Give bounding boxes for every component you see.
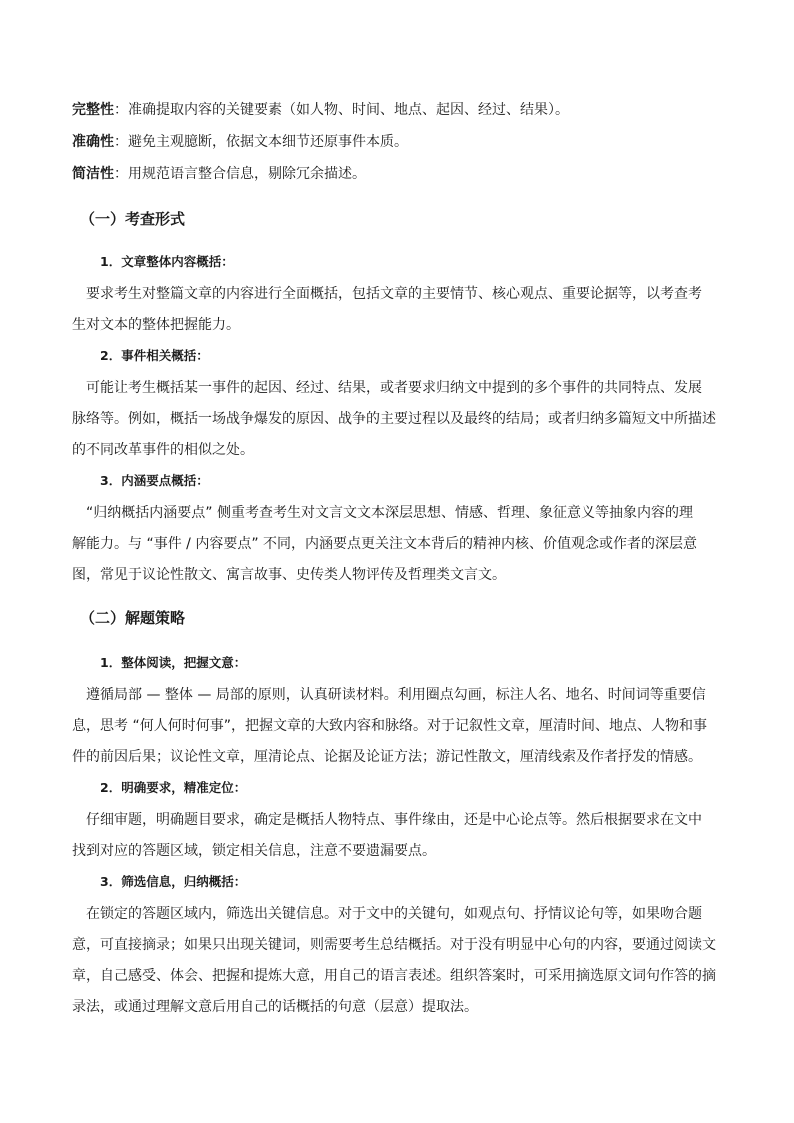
subheading-overall-summary: 1．文章整体内容概括： xyxy=(100,254,234,269)
paragraph-line: 可能让考生概括某一事件的起因、经过、结果，或者要求归纳文中提到的多个事件的共同特点、发展 xyxy=(86,380,702,396)
paragraph-line: “归纳概括内涵要点” 侧重考查考生对文言文文本深层思想、情感、哲理、象征意义等抽象内容的理 xyxy=(86,505,693,521)
subheading-filter-information: 3．筛选信息，归纳概括： xyxy=(100,874,247,889)
paragraph-line: 录法，或通过理解文意后用自己的话概括的句意（层意）提取法。 xyxy=(72,999,478,1015)
paragraph-line: 意，可直接摘录；如果只出现关键词，则需要考生总结概括。对于没有明显中心句的内容，要通过阅读文 xyxy=(72,937,716,953)
paragraph-line: 找到对应的答题区域，锁定相关信息，注意不要遗漏要点。 xyxy=(72,843,436,859)
criterion-conciseness: 简洁性：用规范语言整合信息，剔除冗余描述。 xyxy=(72,166,366,182)
paragraph-line: 遵循局部 — 整体 — 局部的原则，认真研读材料。利用圈点勾画，标注人名、地名、时间词等重要信 xyxy=(86,687,706,703)
paragraph-line: 章，自己感受、体会、把握和提炼大意，用自己的语言表述。组织答案时，可采用摘选原文词句作答的摘 xyxy=(72,968,716,984)
subheading-event-summary: 2．事件相关概括： xyxy=(100,348,209,363)
paragraph-line: 脉络等。例如，概括一场战争爆发的原因、战争的主要过程以及最终的结局；或者归纳多篇短文中所描述 xyxy=(72,411,716,427)
paragraph-line: 的不同改革事件的相似之处。 xyxy=(72,442,254,458)
paragraph-line: 件的前因后果；议论性文章，厘清论点、论据及论证方法；游记性散文，厘清线索及作者抒发的情感。 xyxy=(72,749,702,765)
paragraph-line: 在锁定的答题区域内，筛选出关键信息。对于文中的关键句，如观点句、抒情议论句等，如果吻合题 xyxy=(86,906,702,922)
subheading-overall-reading: 1．整体阅读，把握文意： xyxy=(100,655,247,670)
section-heading-exam-forms: （一）考查形式 xyxy=(80,210,186,228)
paragraph-line: 仔细审题，明确题目要求，确定是概括人物特点、事件缘由，还是中心论点等。然后根据要求在文中 xyxy=(86,812,702,828)
paragraph-line: 生对文本的整体把握能力。 xyxy=(72,317,240,333)
criterion-accuracy: 准确性：避免主观臆断，依据文本细节还原事件本质。 xyxy=(72,134,408,150)
section-heading-strategies: （二）解题策略 xyxy=(80,609,186,627)
criterion-completeness: 完整性：准确提取内容的关键要素（如人物、时间、地点、起因、经过、结果）。 xyxy=(72,102,569,118)
paragraph-line: 图，常见于议论性散文、寓言故事、史传类人物评传及哲理类文言文。 xyxy=(72,567,506,583)
paragraph-line: 要求考生对整篇文章的内容进行全面概括，包括文章的主要情节、核心观点、重要论据等，以考查考 xyxy=(86,286,702,302)
subheading-clarify-requirements: 2．明确要求，精准定位： xyxy=(100,780,247,795)
paragraph-line: 息，思考 “何人何时何事”，把握文章的大致内容和脉络。对于记叙性文章，厘清时间、地点、人物和事 xyxy=(72,718,707,734)
subheading-connotation-summary: 3．内涵要点概括： xyxy=(100,473,209,488)
paragraph-line: 解能力。与 “事件 / 内容要点” 不同，内涵要点更关注文本背后的精神内核、价值观念或作者的深层意 xyxy=(72,536,698,552)
